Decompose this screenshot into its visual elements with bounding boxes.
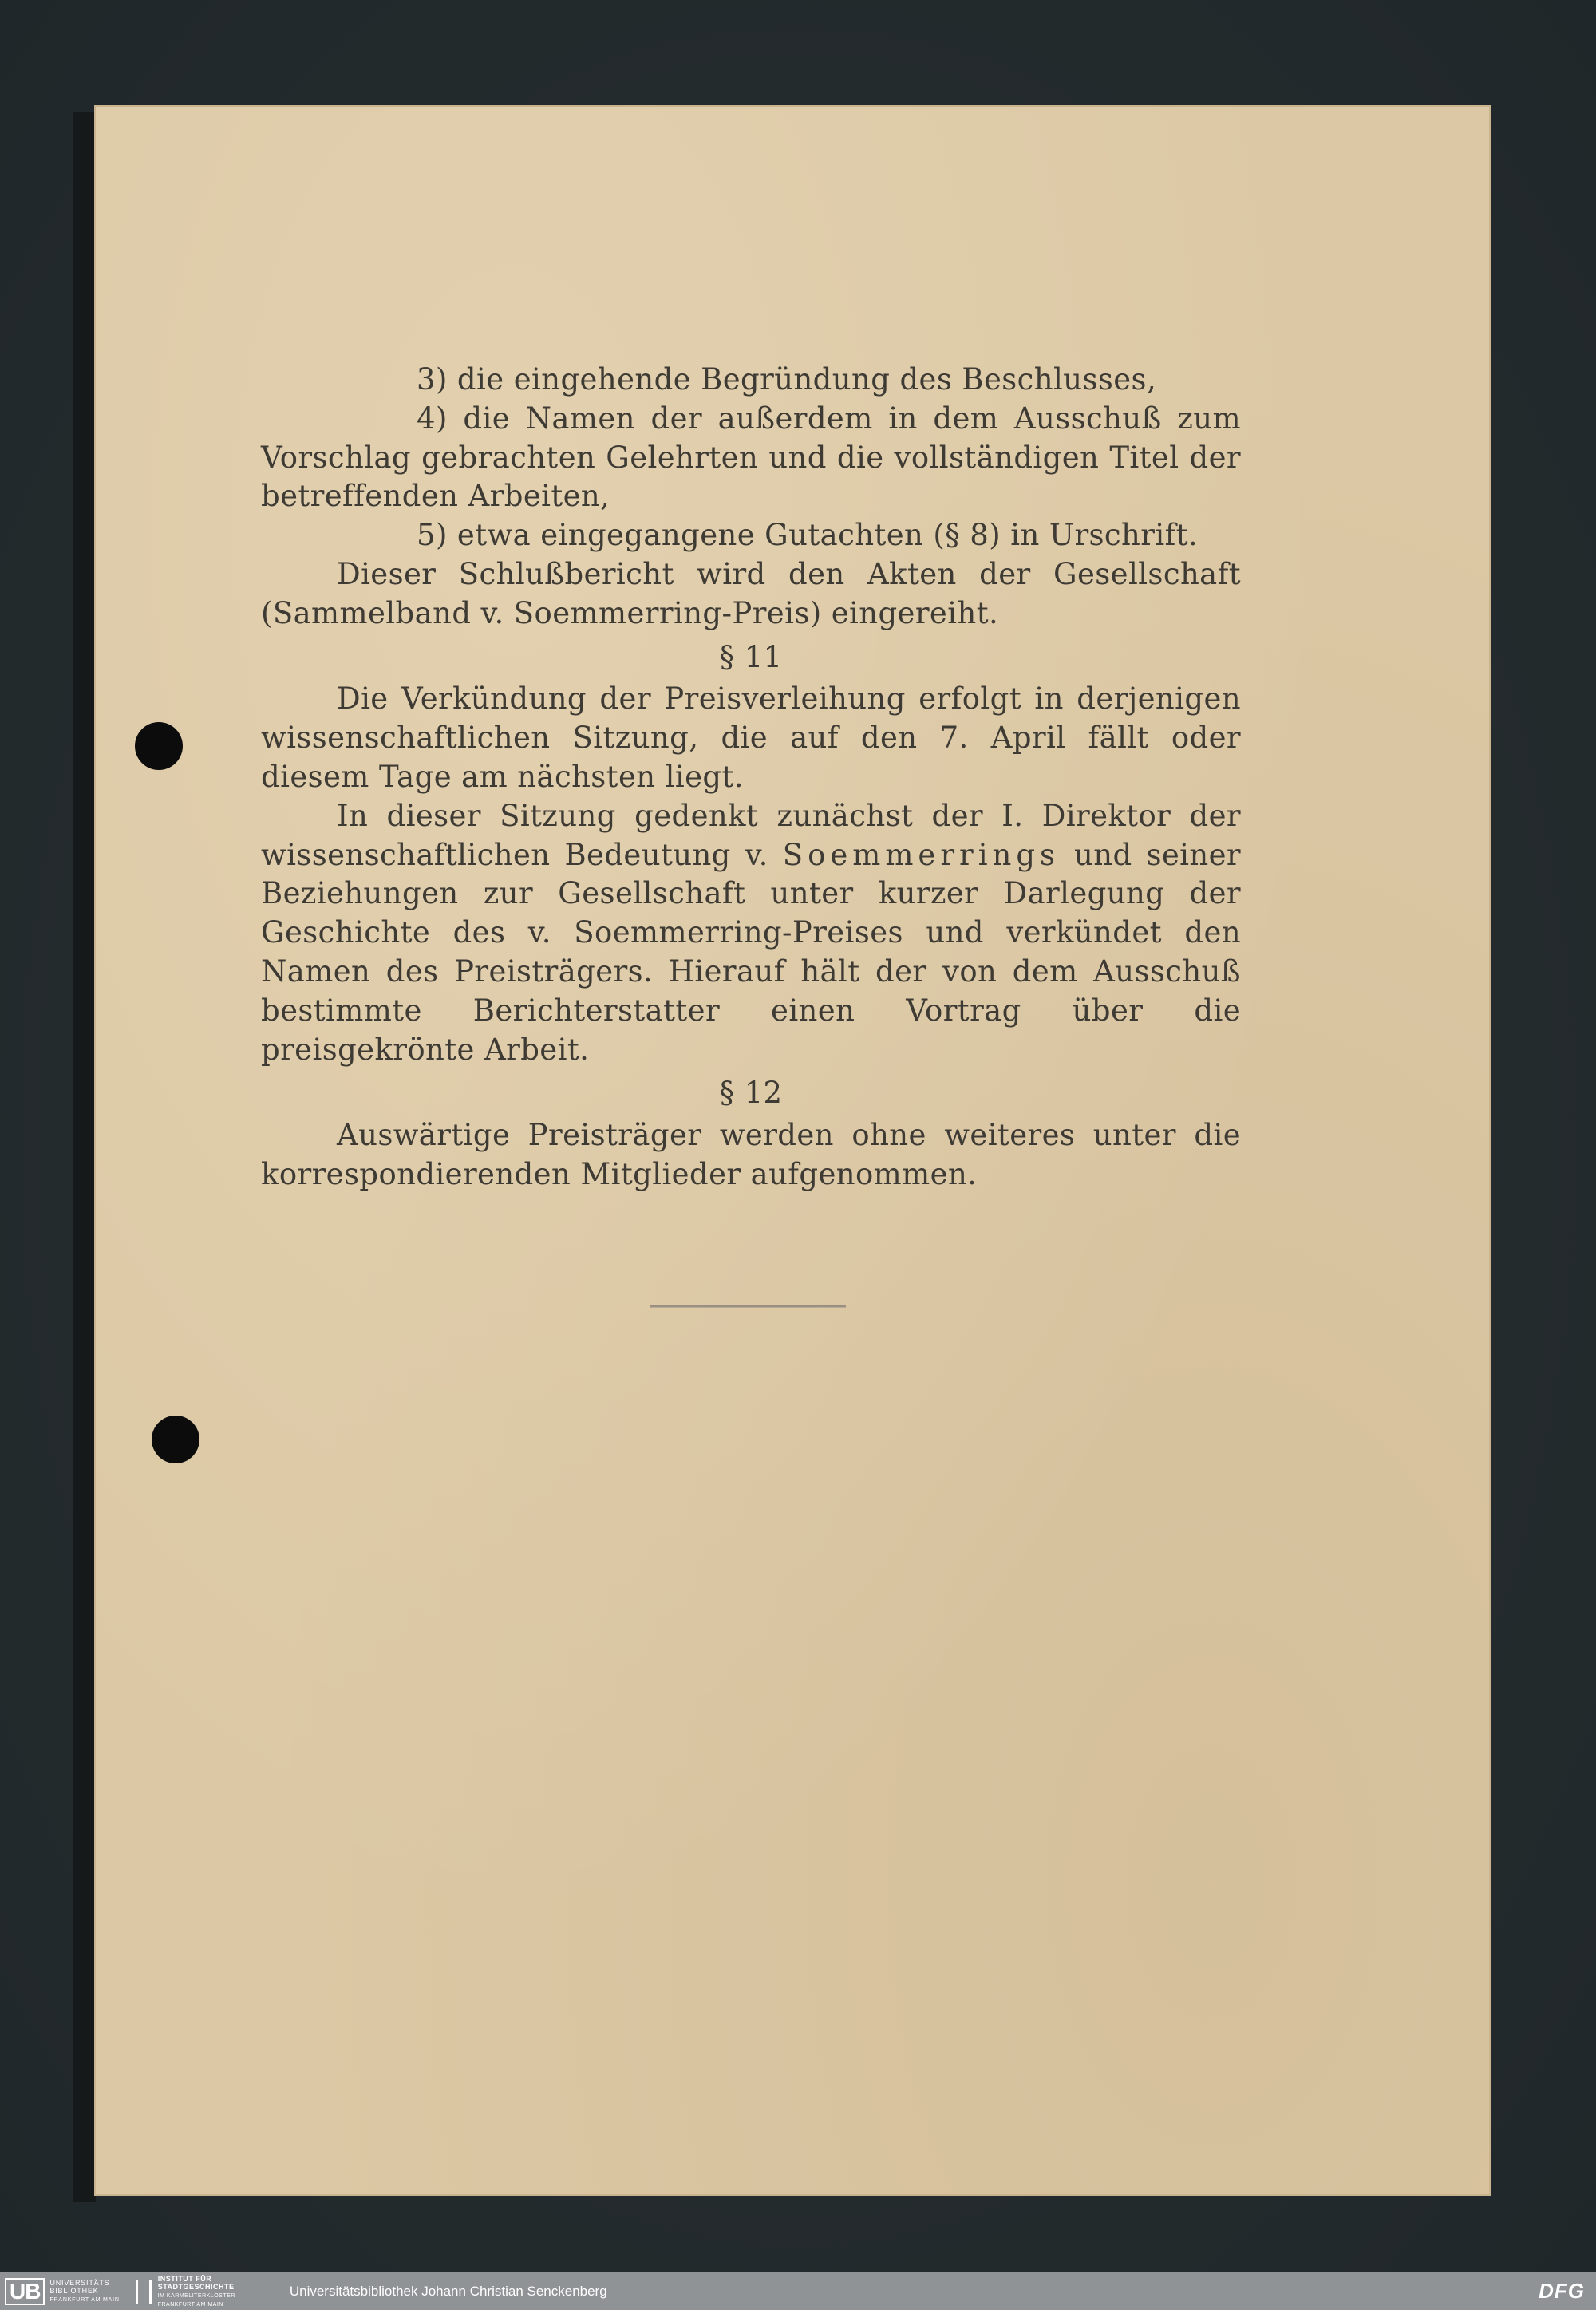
closing-paragraph: Dieser Schlußbericht wird den Akten der Gesellschaft (Sammelband v. Soemmerring-Preis) eingereiht. [261, 556, 1241, 630]
ub-logo-mark: UB [5, 2278, 45, 2305]
ifs-logo-icon [136, 2280, 152, 2304]
library-name: Universitätsbibliothek Johann Christian Senckenberg [289, 2283, 607, 2299]
list-item-4: 4) die Namen der außerdem in dem Ausschuß zum Vorschlag gebrachten Gelehrten und die vollständigen Titel der betreffenden Arbeiten, [261, 401, 1241, 514]
section-11-paragraph-1: Die Verkündung der Preisverleihung erfolgt in derjenigen wissenschaftlichen Sitzung, die auf den 7. April fällt oder diesem Tage am nächsten liegt. [261, 681, 1241, 794]
ifs-logo-line-3: IM KARMELITERKLOSTER [157, 2292, 235, 2299]
punch-hole-top [135, 722, 183, 770]
section-12-heading: § 12 [719, 1076, 783, 1111]
section-11-heading: § 11 [719, 639, 783, 674]
ub-logo-line-1: UNIVERSITÄTS [49, 2278, 110, 2287]
punch-hole-bottom [152, 1416, 200, 1463]
closing-rule [650, 1305, 846, 1308]
ub-logo-text [49, 2279, 119, 2304]
list-item-5: 5) etwa eingegangene Gutachten (§ 8) in Urschrift. [417, 518, 1199, 553]
section-12-paragraph: Auswärtige Preisträger werden ohne weiteres unter die korrespondierenden Mitglieder aufgenommen. [261, 1118, 1241, 1191]
viewer-footer-bar [0, 2272, 1596, 2310]
paragraph-2-text-after: und seiner Beziehungen zur Gesellschaft unter kurzer Darlegung der Geschichte des v. Soemmerring-Preises und verkündet den Namen des Preisträgers. Hierauf hält der von dem Ausschuß bestimmte Berichterstatter einen Vortrag über die preisgekrönte Arbeit. [261, 837, 1241, 1067]
ub-logo-line-3: FRANKFURT AM MAIN [49, 2296, 120, 2303]
spaced-name-soemmerrings: Soemmerrings [782, 837, 1061, 872]
ifs-logo-line-4: FRANKFURT AM MAIN [157, 2301, 223, 2308]
ifs-logo-line-2: STADTGESCHICHTE [157, 2282, 235, 2291]
paper-shadow-edge [73, 112, 96, 2202]
document-text [261, 361, 1241, 1194]
dfg-logo: DFG [1539, 2279, 1585, 2303]
ub-logo-line-2: BIBLIOTHEK [49, 2286, 99, 2295]
section-11-paragraph-2 [261, 797, 1241, 1070]
ub-logo [5, 2272, 120, 2310]
list-item-3: 3) die eingehende Begründung des Beschlusses, [417, 362, 1157, 397]
ifs-logo-line-1: INSTITUT FÜR [157, 2274, 212, 2283]
ifs-logo-text [158, 2275, 235, 2308]
paragraph-2-text-before: In dieser Sitzung gedenkt zunächst der I. Direktor der wissenschaftlichen Bedeutung v. [261, 798, 1241, 872]
ifs-logo [136, 2275, 235, 2308]
